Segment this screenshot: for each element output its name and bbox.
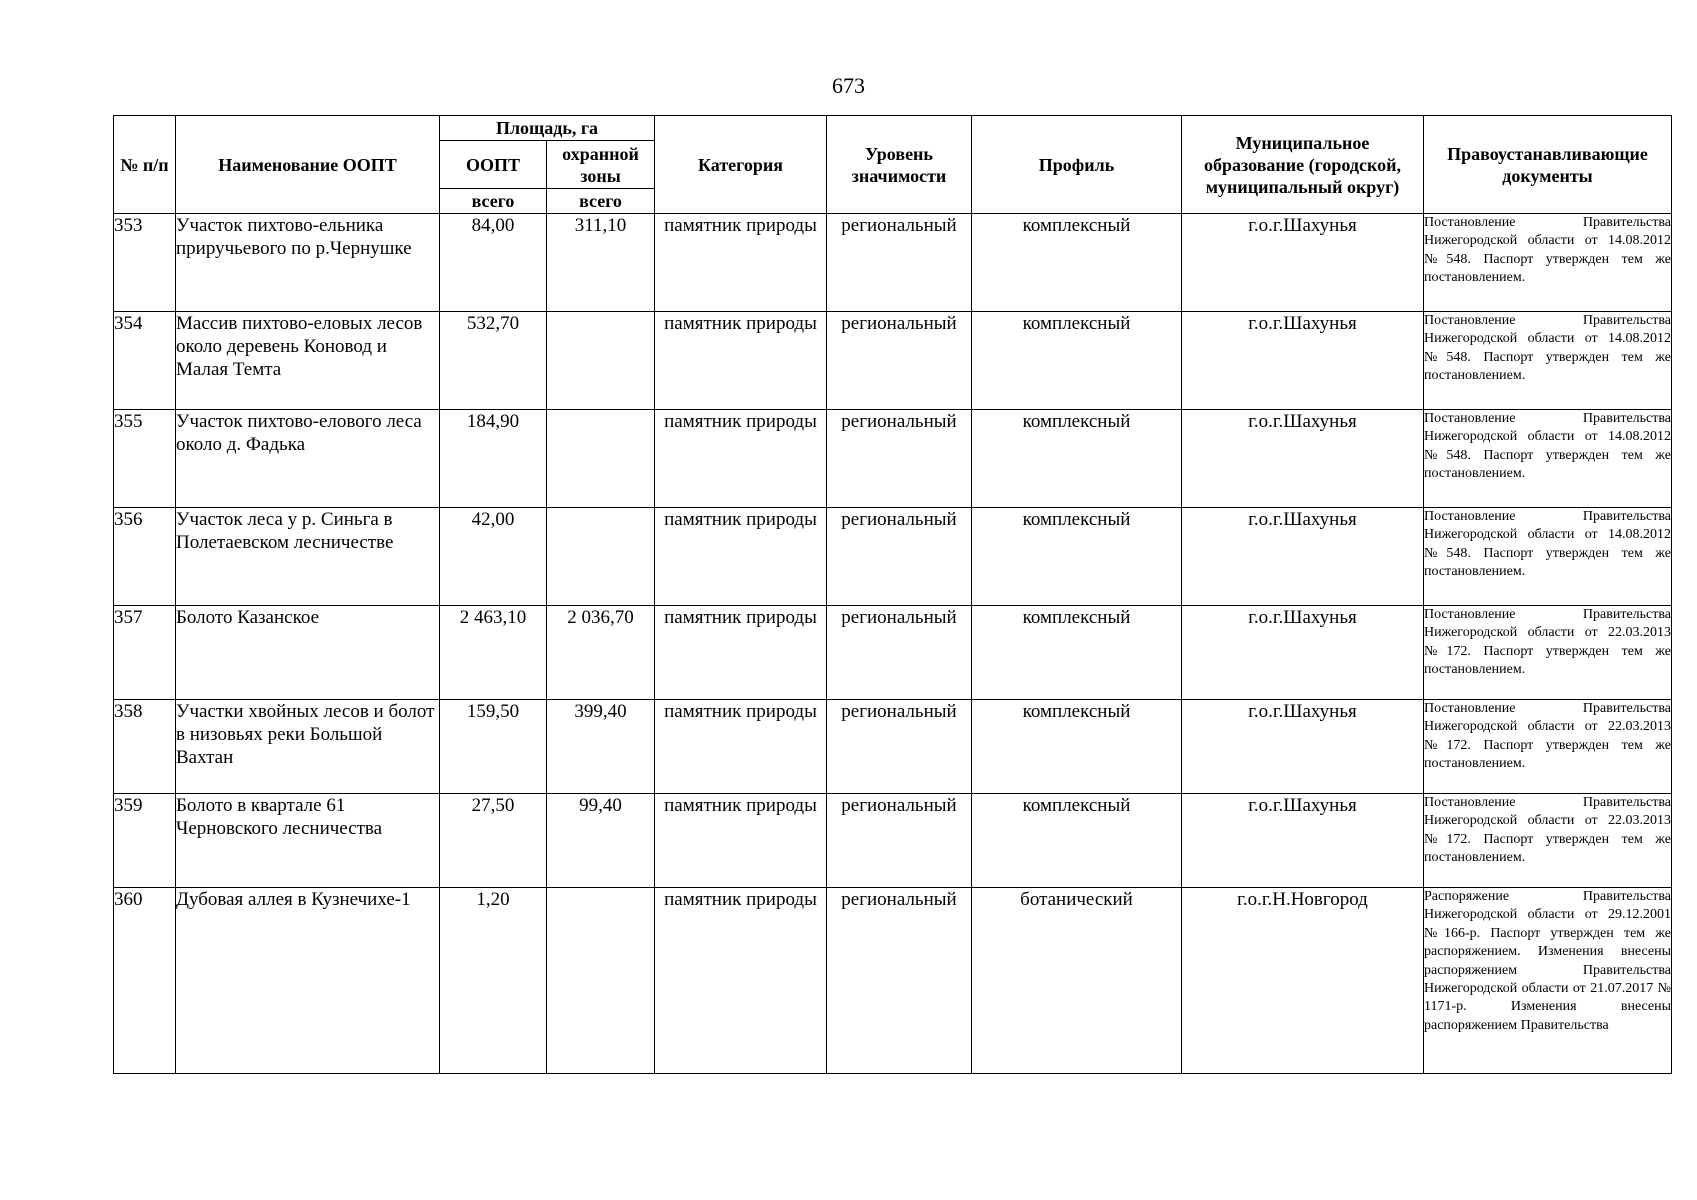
row-municipality: г.о.г.Шахунья [1182, 312, 1424, 410]
row-area-oopt: 84,00 [440, 214, 547, 312]
row-name: Участки хвойных лесов и болот в низовьях реки Большой Вахтан [176, 700, 440, 794]
row-category: памятник природы [655, 508, 827, 606]
row-area-oopt: 27,50 [440, 794, 547, 888]
header-area-group: Площадь, га [440, 116, 655, 141]
row-municipality: г.о.г.Н.Новгород [1182, 888, 1424, 1074]
header-num: № п/п [114, 116, 176, 214]
row-num: 356 [114, 508, 176, 606]
row-num: 359 [114, 794, 176, 888]
header-docs: Правоустанавливающие документы [1424, 116, 1672, 214]
row-num: 353 [114, 214, 176, 312]
row-docs-text: Распоряжение Правительства Нижегородской области от 29.12.2001 №166-р. Паспорт утвержден тем же распоряжением. Изменения внесены распоряжением Правительства Нижегородской области от 21.07.2017 № 1171-р. Изменения внесены распоряжением Правительства [1424, 889, 1671, 1033]
row-profile: комплексный [972, 214, 1182, 312]
row-area-zone [547, 312, 655, 410]
row-municipality: г.о.г.Шахунья [1182, 410, 1424, 508]
row-num: 355 [114, 410, 176, 508]
row-profile: комплексный [972, 312, 1182, 410]
row-area-zone: 2 036,70 [547, 606, 655, 700]
row-docs-text: Постановление Правительства Нижегородской области от 22.03.2013 №172. Паспорт утвержден тем же постановлением. [1424, 607, 1671, 678]
row-category: памятник природы [655, 606, 827, 700]
row-docs [1424, 410, 1672, 508]
table-row [114, 888, 1672, 1074]
header-category: Категория [655, 116, 827, 214]
row-num: 358 [114, 700, 176, 794]
row-docs-text: Постановление Правительства Нижегородской области от 14.08.2012 №548. Паспорт утвержден тем же постановлением. [1424, 411, 1671, 482]
row-level: региональный [827, 410, 972, 508]
row-area-oopt: 184,90 [440, 410, 547, 508]
table-body [114, 214, 1672, 1074]
header-profile: Профиль [972, 116, 1182, 214]
row-area-zone [547, 410, 655, 508]
row-num: 354 [114, 312, 176, 410]
row-area-oopt: 1,20 [440, 888, 547, 1074]
row-municipality: г.о.г.Шахунья [1182, 214, 1424, 312]
row-name: Болото Казанское [176, 606, 440, 700]
oopt-table [113, 115, 1672, 1074]
row-docs-text: Постановление Правительства Нижегородской области от 14.08.2012 №548. Паспорт утвержден тем же постановлением. [1424, 509, 1671, 580]
row-category: памятник природы [655, 214, 827, 312]
row-area-oopt: 2 463,10 [440, 606, 547, 700]
row-level: региональный [827, 794, 972, 888]
row-docs-text: Постановление Правительства Нижегородской области от 22.03.2013 №172. Паспорт утвержден тем же постановлением. [1424, 795, 1671, 866]
row-docs [1424, 888, 1672, 1074]
row-area-zone: 399,40 [547, 700, 655, 794]
row-name: Участок пихтово-елового леса около д. Фадька [176, 410, 440, 508]
row-area-zone [547, 888, 655, 1074]
row-category: памятник природы [655, 700, 827, 794]
row-area-oopt: 42,00 [440, 508, 547, 606]
row-municipality: г.о.г.Шахунья [1182, 508, 1424, 606]
table-row [114, 312, 1672, 410]
row-docs-text: Постановление Правительства Нижегородской области от 14.08.2012 №548. Паспорт утвержден тем же постановлением. [1424, 215, 1671, 286]
row-docs [1424, 700, 1672, 794]
row-municipality: г.о.г.Шахунья [1182, 700, 1424, 794]
row-num: 360 [114, 888, 176, 1074]
row-docs [1424, 606, 1672, 700]
row-name: Участок пихтово-ельника приручьевого по р.Чернушке [176, 214, 440, 312]
row-name: Болото в квартале 61 Черновского лесничества [176, 794, 440, 888]
row-area-oopt: 159,50 [440, 700, 547, 794]
row-category: памятник природы [655, 312, 827, 410]
row-level: региональный [827, 606, 972, 700]
row-area-zone: 99,40 [547, 794, 655, 888]
table-row [114, 700, 1672, 794]
row-category: памятник природы [655, 410, 827, 508]
row-profile: комплексный [972, 606, 1182, 700]
row-profile: ботанический [972, 888, 1182, 1074]
row-level: региональный [827, 508, 972, 606]
table-row [114, 794, 1672, 888]
table-row [114, 410, 1672, 508]
row-profile: комплексный [972, 410, 1182, 508]
header-area-zone-total: всего [547, 189, 655, 214]
row-category: памятник природы [655, 888, 827, 1074]
table-header [114, 116, 1672, 214]
row-profile: комплексный [972, 508, 1182, 606]
header-name: Наименование ООПТ [176, 116, 440, 214]
row-docs [1424, 312, 1672, 410]
row-category: памятник природы [655, 794, 827, 888]
row-profile: комплексный [972, 700, 1182, 794]
table-row [114, 606, 1672, 700]
row-municipality: г.о.г.Шахунья [1182, 794, 1424, 888]
row-docs-text: Постановление Правительства Нижегородской области от 14.08.2012 №548. Паспорт утвержден тем же постановлением. [1424, 313, 1671, 384]
table-row [114, 214, 1672, 312]
page-number: 673 [832, 73, 865, 98]
header-level: Уровень значимости [827, 116, 972, 214]
header-area-oopt: ООПТ [440, 141, 547, 189]
row-name: Дубовая аллея в Кузнечихе-1 [176, 888, 440, 1074]
row-num: 357 [114, 606, 176, 700]
row-docs-text: Постановление Правительства Нижегородской области от 22.03.2013 №172. Паспорт утвержден тем же постановлением. [1424, 701, 1671, 772]
row-profile: комплексный [972, 794, 1182, 888]
row-level: региональный [827, 700, 972, 794]
row-docs [1424, 794, 1672, 888]
row-level: региональный [827, 214, 972, 312]
header-area-oopt-total: всего [440, 189, 547, 214]
row-area-oopt: 532,70 [440, 312, 547, 410]
row-municipality: г.о.г.Шахунья [1182, 606, 1424, 700]
row-level: региональный [827, 312, 972, 410]
row-docs [1424, 508, 1672, 606]
row-name: Массив пихтово-еловых лесов около деревень Коновод и Малая Темта [176, 312, 440, 410]
row-docs [1424, 214, 1672, 312]
row-area-zone: 311,10 [547, 214, 655, 312]
row-name: Участок леса у р. Синьга в Полетаевском лесничестве [176, 508, 440, 606]
row-level: региональный [827, 888, 972, 1074]
header-municipality: Муниципальное образование (городской, муниципальный округ) [1182, 116, 1424, 214]
header-area-zone: охранной зоны [547, 141, 655, 189]
row-area-zone [547, 508, 655, 606]
table-row [114, 508, 1672, 606]
